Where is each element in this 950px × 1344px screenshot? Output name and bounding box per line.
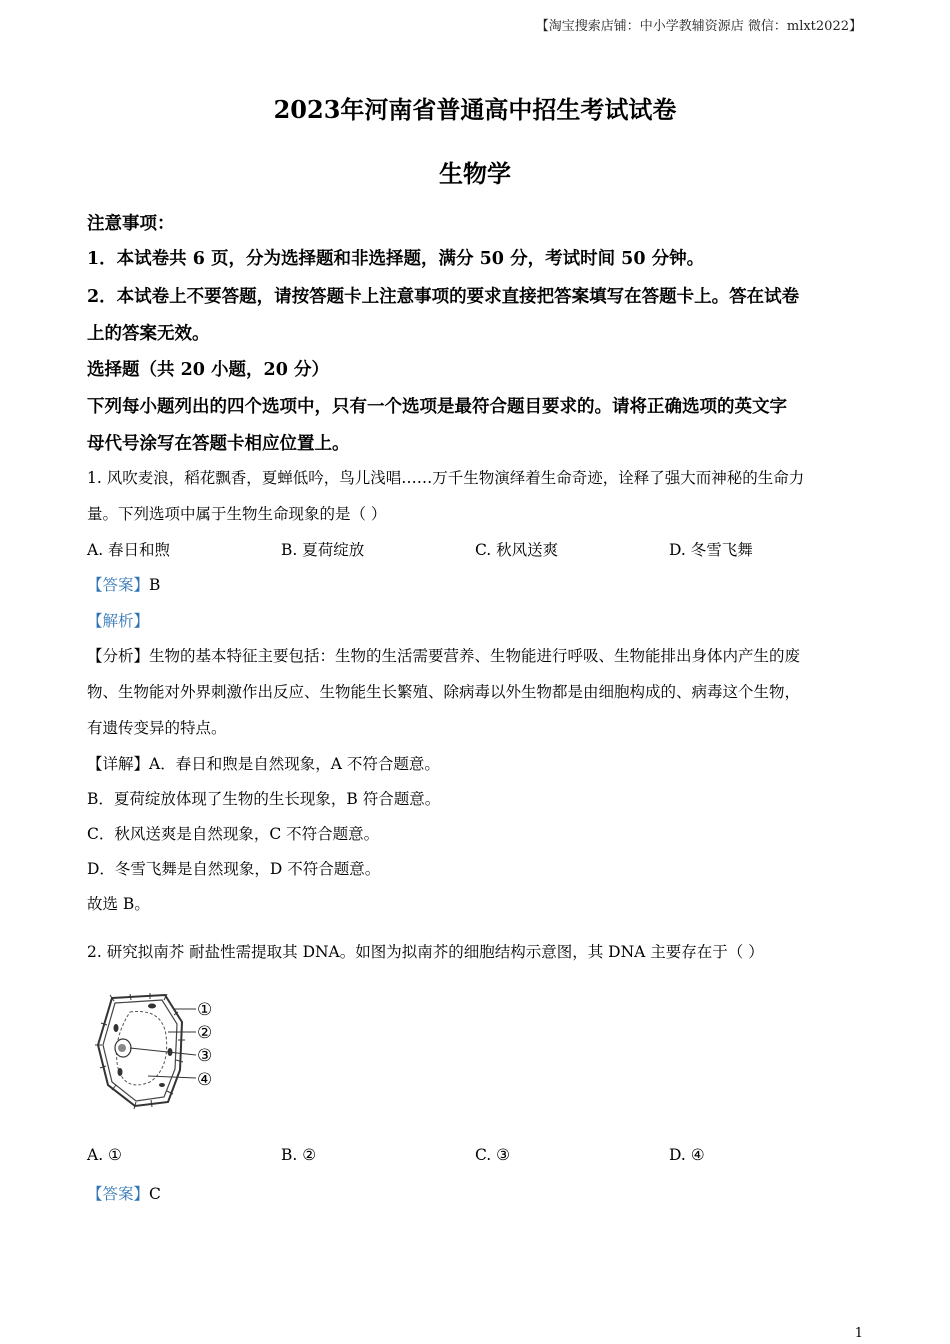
diagram-label-3: ③ <box>197 1046 213 1066</box>
q1-detail-line-4: D．冬雪飞舞是自然现象，D 不符合题意。 <box>87 860 381 878</box>
q1-analysis-tag: 【解析】 <box>87 612 150 630</box>
exam-title: 2023年河南省普通高中招生考试试卷 <box>273 95 677 124</box>
notice-item-2-line-1: 2．本试卷上不要答题，请按答题卡上注意事项的要求直接把答案填写在答题卡上。答在试卷 <box>87 287 800 307</box>
label-leader-lines <box>130 1009 196 1078</box>
q2-answer: C <box>149 1185 161 1203</box>
q2-option-b: B. ② <box>281 1146 317 1164</box>
q1-answer-tag: 【答案】 <box>87 576 150 594</box>
diagram-label-4: ④ <box>197 1070 213 1090</box>
q2-answer-tag: 【答案】 <box>87 1185 150 1203</box>
q1-option-d: D. 冬雪飞舞 <box>669 541 753 559</box>
q1-stem-line-2: 量。下列选项中属于生物生命现象的是（ ） <box>87 505 387 523</box>
q1-option-c: C. 秋风送爽 <box>475 541 559 559</box>
plant-cell-diagram <box>90 990 230 1110</box>
q1-stem-line-1: 1. 风吹麦浪，稻花飘香，夏蝉低吟，鸟儿浅唱……万千生物演绎着生命奇迹，诠释了强大而神秘的生命力 <box>87 469 805 487</box>
q1-fenxi-text-1: 生物的基本特征主要包括：生物的生活需要营养、生物能进行呼吸、生物能排出身体内产生的废 <box>149 647 801 665</box>
q1-conclusion: 故选 B。 <box>87 895 150 913</box>
page-number: 1 <box>854 1326 863 1341</box>
chloroplast-shape <box>148 1004 156 1009</box>
exam-subject: 生物学 <box>439 159 511 188</box>
q2-option-c: C. ③ <box>475 1146 511 1164</box>
q2-option-d: D. ④ <box>669 1146 705 1164</box>
q2-option-a: A. ① <box>87 1146 122 1164</box>
chloroplast-shape <box>118 1068 123 1076</box>
chloroplast-shape <box>159 1083 165 1087</box>
notice-heading: 注意事项： <box>87 214 175 234</box>
q1-detail-tag: 【详解】 <box>87 755 150 773</box>
section-instruction-line-2: 母代号涂写在答题卡相应位置上。 <box>87 434 350 454</box>
section-heading: 选择题（共 20 小题，20 分） <box>87 360 329 380</box>
q1-answer: B <box>149 576 161 594</box>
q1-fenxi-line-1 <box>87 644 800 666</box>
nucleolus-shape <box>118 1044 126 1052</box>
section-instruction-line-1: 下列每小题列出的四个选项中，只有一个选项是最符合题目要求的。请将正确选项的英文字 <box>87 397 787 417</box>
q1-detail-line-2: B．夏荷绽放体现了生物的生长现象，B 符合题意。 <box>87 790 441 808</box>
q2-answer-line <box>87 1182 161 1204</box>
page-header: 【淘宝搜索店铺：中小学教辅资源店 微信：mlxt2022】 <box>535 19 862 34</box>
q1-detail-text-a: A．春日和煦是自然现象，A 不符合题意。 <box>149 755 440 773</box>
chloroplast-shape <box>114 1024 119 1032</box>
q1-fenxi-tag: 【分析】 <box>87 647 150 665</box>
q1-option-b: B. 夏荷绽放 <box>281 541 365 559</box>
notice-item-1: 1．本试卷共 6 页，分为选择题和非选择题，满分 50 分，考试时间 50 分钟。 <box>87 249 705 269</box>
notice-item-2-line-2: 上的答案无效。 <box>87 324 210 344</box>
q1-detail-line-3: C．秋风送爽是自然现象，C 不符合题意。 <box>87 825 380 843</box>
q1-detail-line-1 <box>87 752 440 774</box>
diagram-label-1: ① <box>197 1000 213 1020</box>
q1-fenxi-line-2: 物、生物能对外界刺激作出反应、生物能生长繁殖、除病毒以外生物都是由细胞构成的、病毒这个生物， <box>87 683 801 701</box>
q1-answer-line <box>87 573 160 595</box>
cell-membrane-outline <box>103 1000 177 1101</box>
q1-fenxi-line-3: 有遗传变异的特点。 <box>87 719 227 737</box>
diagram-label-2: ② <box>197 1023 213 1043</box>
q2-stem: 2. 研究拟南芥 耐盐性需提取其 DNA。如图为拟南芥的细胞结构示意图，其 DNA 主要存在于（ ） <box>87 943 764 961</box>
q1-option-a: A. 春日和煦 <box>87 541 171 559</box>
